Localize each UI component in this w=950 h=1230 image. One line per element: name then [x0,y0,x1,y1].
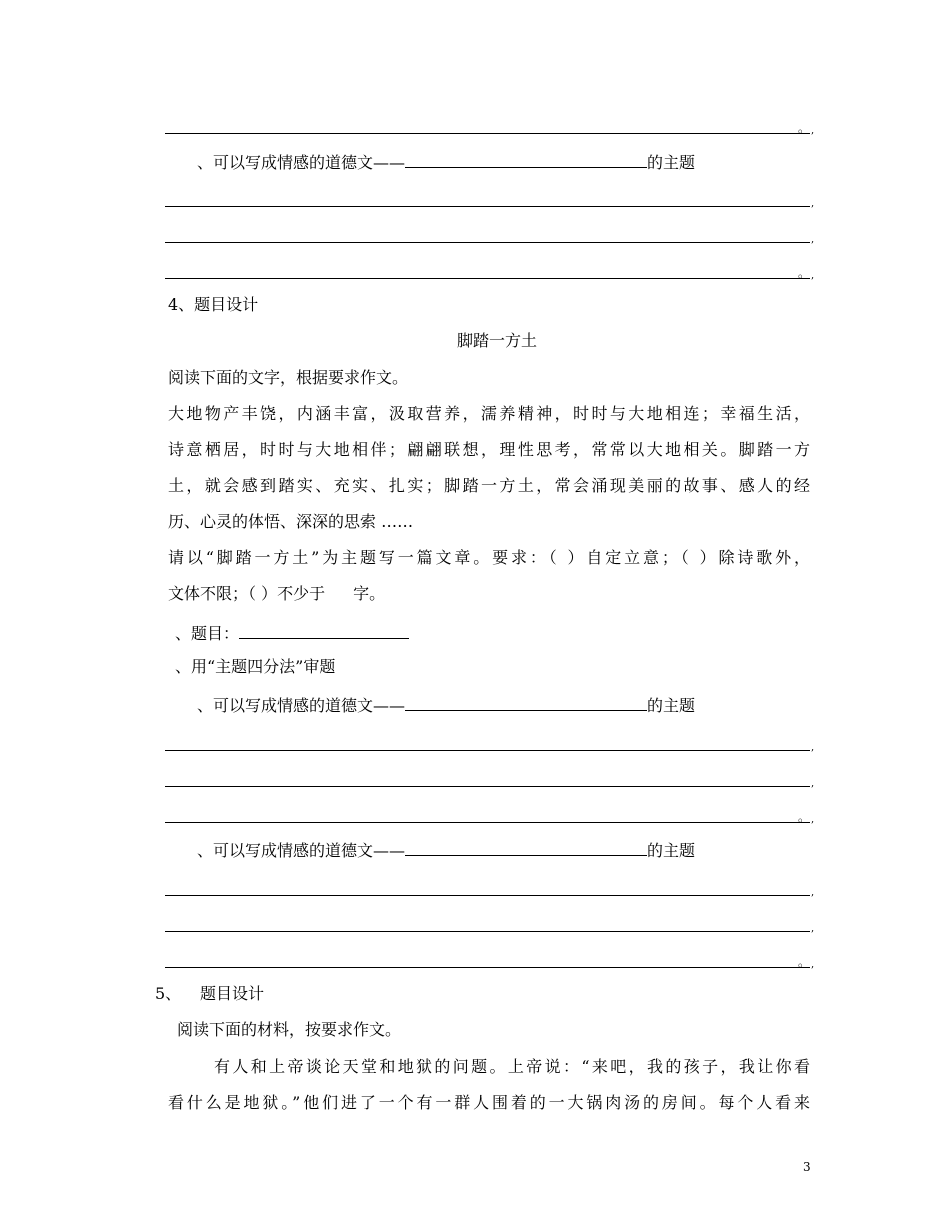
line-end-mark: , [811,814,815,825]
answer-line [165,786,810,787]
requirement-line: 请以“脚踏一方土”为主题写一篇文章。要求：（ ）自定立意；（ ）除诗歌外， [168,548,810,567]
theme-item-a [197,693,695,716]
period-mark: 。 [798,121,811,135]
period-mark: 。 [798,266,811,280]
theme-blank[interactable] [405,150,647,168]
topic-row [175,621,409,644]
answer-line [165,822,810,823]
theme-item-b [197,838,695,861]
requirement-text: 文体不限；（ ）不少于 [168,584,326,603]
section-heading-number: 5、 [155,984,182,1003]
method-label: 、用“主题四分法”审题 [175,657,336,676]
section-heading: 题目设计 [200,984,265,1003]
line-end-mark: , [811,778,815,789]
period-mark: 。 [798,955,811,969]
passage-line: 大地物产丰饶，内涵丰富，汲取营养，濡养精神，时时与大地相连；幸福生活， [168,404,810,423]
topic-label: 、题目： [175,624,240,643]
line-end-mark: , [811,959,815,970]
passage-line: 土，就会感到踏实、充实、扎实；脚踏一方土，常会涌现美丽的故事、感人的经 [168,476,810,495]
requirement-text: 字。 [353,584,386,603]
line-end-mark: , [811,923,815,934]
theme-blank[interactable] [405,838,647,856]
answer-line [165,206,810,207]
essay-title: 脚踏一方土 [457,331,538,350]
theme-item-prefix: 、可以写成情感的道德文—— [197,153,406,172]
instruction-text: 阅读下面的材料，按要求作文。 [177,1020,402,1039]
period-mark: 。 [798,810,811,824]
passage-line: 有人和上帝谈论天堂和地狱的问题。上帝说：“来吧，我的孩子，我让你看 [214,1057,810,1076]
line-end-mark: , [811,742,815,753]
passage-line: 历、心灵的体悟、深深的思索 …… [168,512,414,531]
answer-line [165,895,810,896]
theme-item-suffix: 的主题 [647,153,696,172]
answer-line [165,967,810,968]
section-heading: 4、题目设计 [168,295,259,314]
line-end-mark: , [811,270,815,281]
theme-item-b [197,150,695,173]
requirement-line [168,584,385,604]
answer-line [165,133,810,134]
page-number: 3 [803,1160,811,1174]
answer-line [165,278,810,279]
theme-item-suffix: 的主题 [647,696,696,715]
line-end-mark: , [811,198,815,209]
passage-line: 看什么是地狱。”他们进了一个有一群人围着的一大锅肉汤的房间。每个人看来 [168,1093,810,1112]
answer-line [165,750,810,751]
line-end-mark: , [811,234,815,245]
theme-item-prefix: 、可以写成情感的道德文—— [197,696,406,715]
topic-blank[interactable] [239,621,409,639]
theme-blank[interactable] [405,693,647,711]
line-end-mark: , [811,125,815,136]
answer-line [165,242,810,243]
theme-item-prefix: 、可以写成情感的道德文—— [197,841,406,860]
theme-item-suffix: 的主题 [647,841,696,860]
answer-line [165,931,810,932]
instruction-text: 阅读下面的文字，根据要求作文。 [168,368,409,387]
line-end-mark: , [811,887,815,898]
passage-line: 诗意栖居，时时与大地相伴；翩翩联想，理性思考，常常以大地相关。脚踏一方 [168,440,810,459]
